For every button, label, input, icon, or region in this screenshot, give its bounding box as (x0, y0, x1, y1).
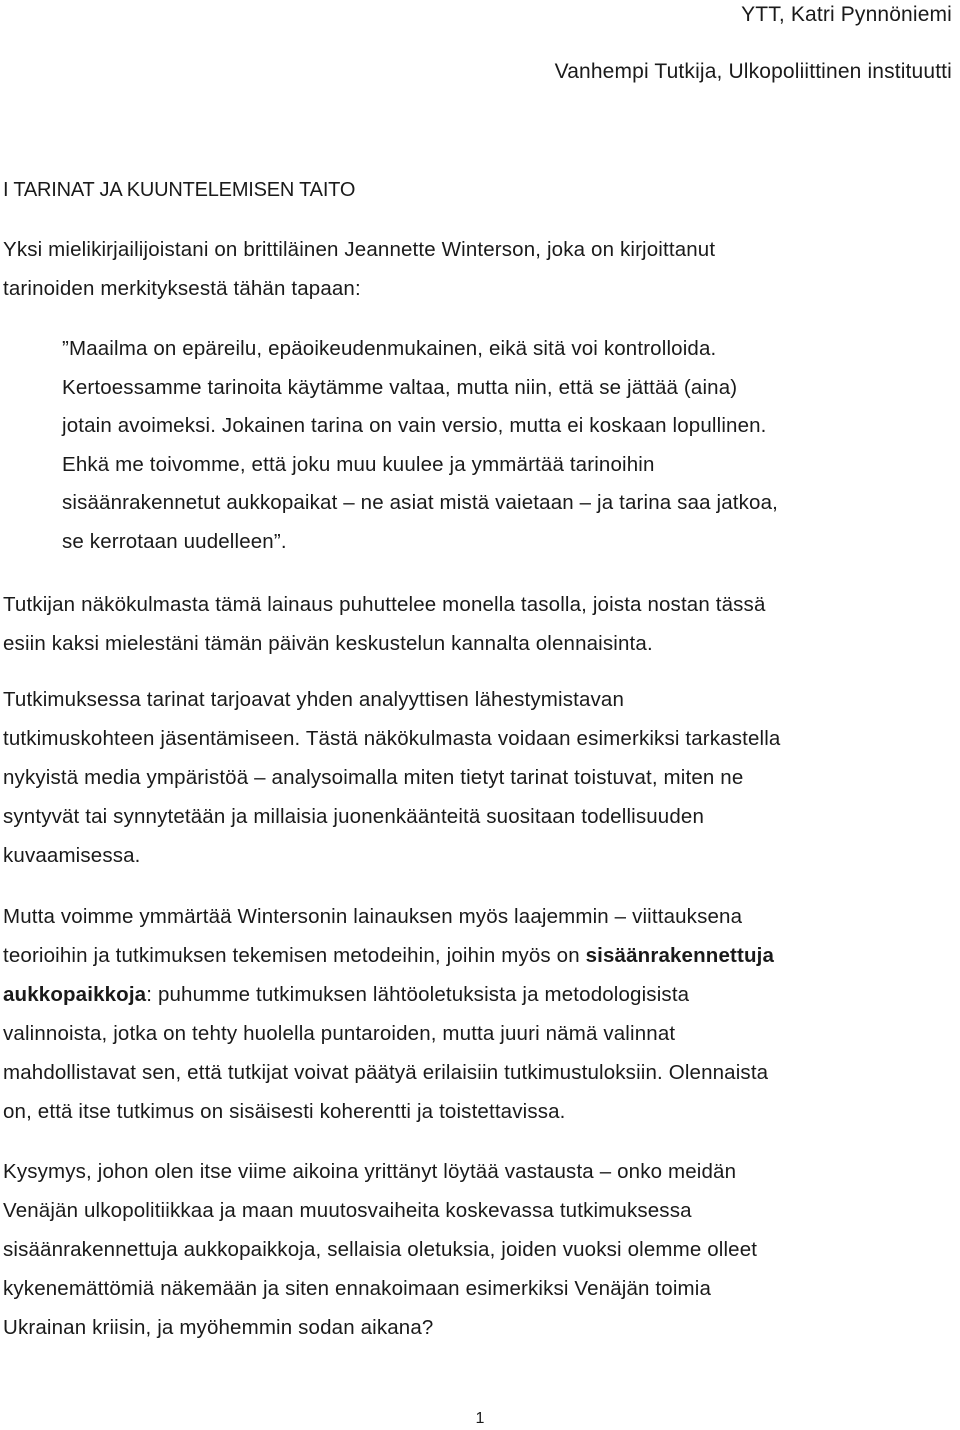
section-heading: I TARINAT JA KUUNTELEMISEN TAITO (3, 179, 356, 201)
paragraph-line: nykyistä media ympäristöä – analysoimalla miten tietyt tarinat toistuvat, miten ne (3, 766, 744, 789)
quote-line: sisäänrakennetut aukkopaikat – ne asiat mistä vaietaan – ja tarina saa jatkoa, (62, 491, 778, 515)
quote-line: jotain avoimeksi. Jokainen tarina on vain versio, mutta ei koskaan lopullinen. (62, 414, 767, 438)
paragraph-4 (3, 897, 960, 1131)
paragraph-line: valinnoista, jotka on tehty huolella puntaroiden, mutta juuri nämä valinnat (3, 1022, 676, 1045)
paragraph-line: tutkimuskohteen jäsentämiseen. Tästä näkökulmasta voidaan esimerkiksi tarkastella (3, 727, 781, 750)
paragraph-5 (3, 1152, 960, 1347)
paragraph-line: syntyvät tai synnytetään ja millaisia juonenkäänteitä suositaan todellisuuden (3, 805, 705, 828)
paragraph-line: kuvaamisessa. (3, 844, 141, 867)
intro-line: Yksi mielikirjailijoistani on brittiläinen Jeannette Winterson, joka on kirjoittanut (3, 238, 716, 261)
quote-line: se kerrotaan uudelleen”. (62, 529, 287, 553)
paragraph-3 (3, 680, 960, 875)
quote-line: Ehkä me toivomme, että joku muu kuulee ja ymmärtää tarinoihin (62, 452, 655, 476)
paragraph-text: teorioihin ja tutkimuksen tekemisen metodeihin, joihin myös on (3, 944, 586, 967)
paragraph-line: Kysymys, johon olen itse viime aikoina yrittänyt löytää vastausta – onko meidän (3, 1160, 737, 1183)
paragraph-line: Mutta voimme ymmärtää Wintersonin lainauksen myös laajemmin – viittauksena (3, 905, 743, 928)
paragraph-line (3, 975, 960, 1014)
intro-line: tarinoiden merkityksestä tähän tapaan: (3, 277, 361, 300)
paragraph-line: kykenemättömiä näkemään ja siten ennakoimaan esimerkiksi Venäjän toimia (3, 1277, 712, 1300)
bold-term: sisäänrakennettuja (585, 944, 775, 967)
paragraph-line: Ukrainan kriisin, ja myöhemmin sodan aikana? (3, 1316, 434, 1339)
paragraph-line (3, 936, 960, 975)
paragraph-line: Tutkijan näkökulmasta tämä lainaus puhuttelee monella tasolla, joista nostan tässä (3, 593, 766, 616)
paragraph-line: Tutkimuksessa tarinat tarjoavat yhden analyyttisen lähestymistavan (3, 688, 625, 711)
bold-term: aukkopaikkoja (3, 983, 147, 1006)
author-name: YTT, Katri Pynnöniemi (741, 3, 952, 26)
paragraph-2 (3, 585, 960, 663)
paragraph-line: mahdollistavat sen, että tutkijat voivat päätyä erilaisiin tutkimustuloksiin. Olennaista (3, 1061, 769, 1084)
paragraph-line: sisäänrakennettuja aukkopaikkoja, sellaisia oletuksia, joiden vuoksi olemme olleet (3, 1238, 758, 1261)
paragraph-line: on, että itse tutkimus on sisäisesti koherentti ja toistettavissa. (3, 1100, 566, 1123)
intro-paragraph (3, 230, 960, 308)
quote-line: ”Maailma on epäreilu, epäoikeudenmukainen, eikä sitä voi kontrolloida. (62, 337, 717, 360)
page-number: 1 (475, 1410, 485, 1427)
paragraph-line: esiin kaksi mielestäni tämän päivän keskustelun kannalta olennaisinta. (3, 632, 653, 655)
paragraph-line: Venäjän ulkopolitiikkaa ja maan muutosvaiheita koskevassa tutkimuksessa (3, 1199, 692, 1222)
blockquote (62, 330, 954, 562)
author-affiliation: Vanhempi Tutkija, Ulkopoliittinen instituutti (554, 60, 952, 83)
quote-line: Kertoessamme tarinoita käytämme valtaa, mutta niin, että se jättää (aina) (62, 375, 738, 399)
paragraph-text: : puhumme tutkimuksen lähtöoletuksista ja metodologisista (146, 983, 690, 1006)
